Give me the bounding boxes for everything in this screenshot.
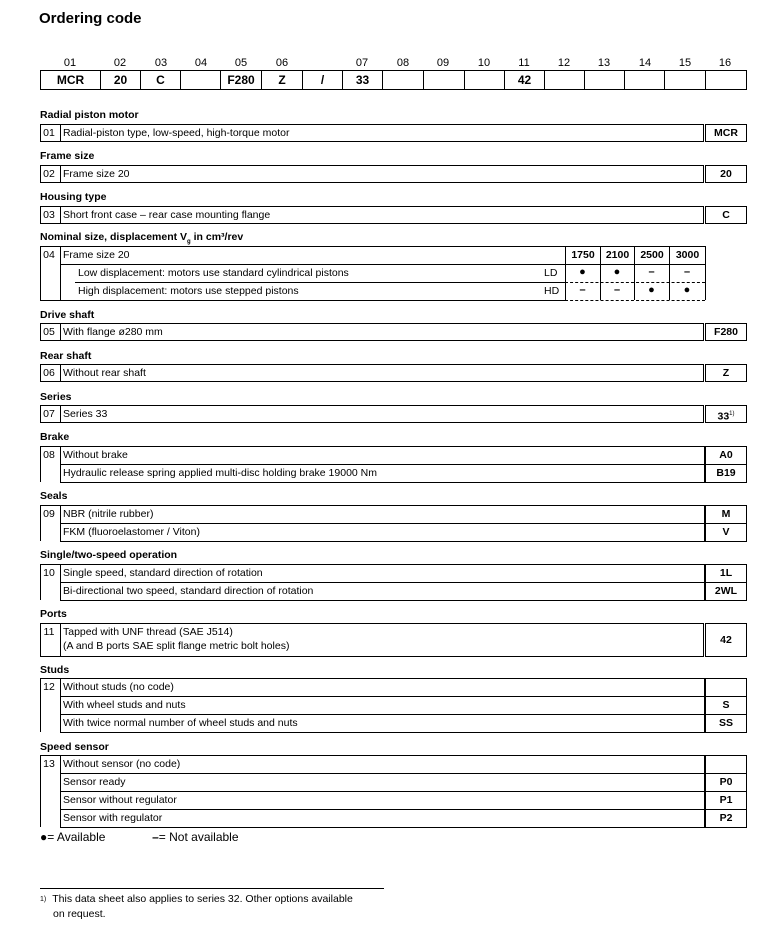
brake-title: Brake: [40, 431, 70, 443]
studs-number: 12: [43, 681, 55, 693]
availability-mark: ●: [613, 266, 621, 278]
brake-row-code: [705, 446, 747, 465]
nominal-row-text: Low displacement: motors use standard cylindrical pistons: [78, 267, 349, 279]
code-cell: 33: [343, 71, 383, 89]
studs-row-line: [60, 732, 705, 733]
ports-title: Ports: [40, 608, 67, 620]
nominal-row-line: [75, 282, 565, 283]
displacement-header: 1750: [565, 246, 601, 265]
code-cell: [181, 71, 221, 89]
drive-code-value: F280: [714, 326, 738, 338]
sensor-row-code-value: P1: [719, 794, 733, 806]
studs-row-code-value: S: [722, 699, 730, 711]
displacement-row-line: [565, 300, 705, 301]
seals-row-text: NBR (nitrile rubber): [63, 508, 154, 520]
speed-row-line: [60, 600, 705, 601]
rear-code-value: Z: [722, 367, 730, 379]
series-title: Series: [40, 391, 72, 403]
housing-code-value: C: [722, 209, 730, 221]
footnote-line-1: This data sheet also applies to series 32. Other options available: [52, 893, 353, 905]
nominal-row-code: HD: [544, 285, 560, 297]
brake-top-border: [40, 446, 705, 447]
series-num-divider: [60, 405, 61, 423]
series-code-note: 1): [729, 411, 735, 417]
rear-number: 06: [43, 367, 55, 379]
nominal-num-divider: [60, 246, 61, 300]
studs-row-text: With wheel studs and nuts: [63, 699, 186, 711]
drive-title: Drive shaft: [40, 309, 95, 321]
brake-row-code-value: B19: [716, 467, 736, 479]
ports-number: 11: [43, 626, 55, 638]
studs-row-text: Without studs (no code): [63, 681, 174, 693]
code-position-01: 01: [63, 57, 77, 69]
nominal-top-border: [40, 246, 565, 247]
studs-row-code: [705, 714, 747, 733]
brake-row-text: Without brake: [63, 449, 128, 461]
sensor-row-text: Without sensor (no code): [63, 758, 181, 770]
code-cell: /: [303, 71, 343, 89]
sensor-row-line: [60, 809, 705, 810]
page-title: Ordering code: [39, 10, 142, 27]
seals-top-border: [40, 505, 705, 506]
rear-code: [705, 364, 747, 382]
code-position-06: 06: [275, 57, 289, 69]
nominal-title-prefix: Nominal size, displacement V: [40, 231, 188, 243]
studs-row-code: [705, 678, 747, 697]
sensor-row-text: Sensor without regulator: [63, 794, 177, 806]
seals-row-code-value: M: [721, 508, 731, 520]
nominal-row-line: [60, 264, 565, 265]
displacement-header: 2500: [634, 246, 670, 265]
footnote: [40, 892, 353, 922]
motor-title: Radial piston motor: [40, 109, 139, 121]
studs-row-line: [60, 696, 705, 697]
drive-text: With flange ø280 mm: [63, 326, 163, 338]
studs-row-code: [705, 696, 747, 715]
nominal-title: [40, 231, 243, 245]
available-bullet-icon: ●: [40, 830, 48, 844]
code-position-03: 03: [154, 57, 168, 69]
code-position-15: 15: [678, 57, 692, 69]
code-cell: [545, 71, 585, 89]
series-number: 07: [43, 408, 55, 420]
code-position-02: 02: [113, 57, 127, 69]
legend-not-available: = Not available: [158, 830, 239, 844]
brake-row-text: Hydraulic release spring applied multi-disc holding brake 19000 Nm: [63, 467, 377, 479]
code-position-11: 11: [518, 57, 530, 69]
brake-row-line: [60, 464, 705, 465]
code-cell: 20: [101, 71, 141, 89]
studs-row-code-value: SS: [718, 717, 733, 729]
speed-row-text: Single speed, standard direction of rotation: [63, 567, 263, 579]
nominal-row-code: LD: [544, 267, 558, 279]
code-cell: [465, 71, 505, 89]
displacement-col-line: [634, 246, 635, 300]
displacement-row-line: [565, 282, 705, 283]
nominal-title-sub: g: [187, 239, 191, 246]
brake-row-code-value: A0: [719, 449, 733, 461]
ports-code: [705, 623, 747, 657]
nominal-title-suffix: in cm³/rev: [190, 231, 244, 243]
motor-code: [705, 124, 747, 142]
seals-row-line: [60, 523, 705, 524]
sensor-row-text: Sensor with regulator: [63, 812, 163, 824]
speed-row-code-value: 2WL: [714, 585, 738, 597]
code-position-12: 12: [557, 57, 571, 69]
code-position-05: 05: [234, 57, 248, 69]
motor-num-divider: [60, 124, 61, 142]
sensor-row-line: [60, 827, 705, 828]
nominal-number: 04: [43, 249, 55, 261]
displacement-header: 3000: [669, 246, 706, 265]
displacement-header: 2100: [600, 246, 635, 265]
sensor-row-code: [705, 755, 747, 774]
seals-row-code-value: V: [722, 526, 730, 538]
drive-num-divider: [60, 323, 61, 341]
code-cell: [585, 71, 625, 89]
motor-text: Radial-piston type, low-speed, high-torque motor: [63, 127, 290, 139]
seals-number: 09: [43, 508, 55, 520]
studs-num-divider: [60, 678, 61, 732]
ports-code-value: 42: [720, 634, 732, 646]
code-position-16: 16: [718, 57, 732, 69]
code-position-09: 09: [436, 57, 450, 69]
series-code-value: 33: [717, 410, 730, 423]
availability-mark: –: [613, 284, 621, 296]
ports-text-2: (A and B ports SAE split flange metric bolt holes): [63, 640, 290, 652]
availability-mark: –: [683, 266, 691, 278]
code-cell: F280: [221, 71, 262, 89]
sensor-row-line: [60, 773, 705, 774]
drive-number: 05: [43, 326, 55, 338]
brake-row-code: [705, 464, 747, 483]
studs-row-text: With twice normal number of wheel studs and nuts: [63, 717, 298, 729]
frame-number: 02: [43, 168, 55, 180]
sensor-row-text: Sensor ready: [63, 776, 126, 788]
code-cell: [625, 71, 665, 89]
availability-mark: –: [579, 284, 586, 296]
footnote-line-2: on request.: [53, 908, 106, 920]
code-cell: [424, 71, 465, 89]
code-position-10: 10: [477, 57, 491, 69]
seals-row-text: FKM (fluoroelastomer / Viton): [63, 526, 200, 538]
footnote-divider: [40, 888, 384, 889]
sensor-row-code: [705, 773, 747, 792]
seals-row-code: [705, 505, 747, 524]
displacement-col-line: [600, 246, 601, 300]
sensor-row-code: [705, 791, 747, 810]
seals-title: Seals: [40, 490, 68, 502]
displacement-col-line: [669, 246, 670, 300]
speed-row-text: Bi-directional two speed, standard direction of rotation: [63, 585, 314, 597]
sensor-row-code-value: P2: [719, 812, 733, 824]
code-position-07: 07: [355, 57, 369, 69]
nominal-row-text: High displacement: motors use stepped pistons: [78, 285, 299, 297]
series-row: [40, 405, 704, 423]
availability-mark: –: [648, 266, 655, 278]
code-position-08: 08: [396, 57, 410, 69]
sensor-row-line: [60, 791, 705, 792]
speed-number: 10: [43, 567, 55, 579]
rear-title: Rear shaft: [40, 350, 92, 362]
code-position-13: 13: [597, 57, 611, 69]
sensor-row-code-value: P0: [719, 776, 733, 788]
housing-text: Short front case – rear case mounting flange: [63, 209, 271, 221]
housing-number: 03: [43, 209, 55, 221]
series-text: Series 33: [63, 408, 108, 420]
footnote-mark: 1): [40, 896, 47, 903]
nominal-text: Frame size 20: [63, 249, 130, 261]
motor-code-value: MCR: [714, 127, 738, 139]
speed-row-code: [705, 582, 747, 601]
code-cell: Z: [262, 71, 303, 89]
code-cell: C: [141, 71, 181, 89]
code-cell: MCR: [41, 71, 101, 89]
seals-row-code: [705, 523, 747, 542]
motor-number: 01: [43, 127, 55, 139]
housing-num-divider: [60, 206, 61, 224]
sensor-title: Speed sensor: [40, 741, 109, 753]
housing-title: Housing type: [40, 191, 107, 203]
brake-number: 08: [43, 449, 55, 461]
housing-code: [705, 206, 747, 224]
speed-row-code: [705, 564, 747, 583]
studs-top-border: [40, 678, 705, 679]
sensor-number: 13: [43, 758, 55, 770]
sensor-row-code: [705, 809, 747, 828]
sensor-top-border: [40, 755, 705, 756]
code-position-04: 04: [194, 57, 208, 69]
ordering-code-strip: [40, 70, 747, 90]
code-position-14: 14: [638, 57, 652, 69]
studs-row-line: [60, 714, 705, 715]
drive-code: [705, 323, 747, 341]
availability-mark: ●: [579, 266, 586, 278]
availability-mark: ●: [648, 284, 655, 296]
frame-title: Frame size: [40, 150, 95, 162]
studs-title: Studs: [40, 664, 70, 676]
rear-num-divider: [60, 364, 61, 382]
speed-title: Single/two-speed operation: [40, 549, 178, 561]
nominal-bottom-border: [40, 300, 565, 301]
speed-top-border: [40, 564, 705, 565]
frame-num-divider: [60, 165, 61, 183]
ports-num-divider: [60, 623, 61, 657]
frame-code-value: 20: [720, 168, 732, 180]
displacement-col-line: [705, 246, 706, 300]
ports-text-1: Tapped with UNF thread (SAE J514): [63, 626, 233, 638]
code-cell: [383, 71, 424, 89]
brake-row-line: [60, 482, 705, 483]
code-cell: [665, 71, 706, 89]
not-available-dash-icon: –: [152, 830, 159, 844]
legend: [40, 830, 239, 844]
seals-row-line: [60, 541, 705, 542]
code-cell: 42: [505, 71, 545, 89]
speed-row-code-value: 1L: [719, 567, 733, 579]
series-code: [705, 405, 747, 423]
code-cell: [706, 71, 746, 89]
rear-text: Without rear shaft: [63, 367, 146, 379]
displacement-col-line: [565, 246, 566, 300]
code-position-numbers: [40, 57, 747, 69]
legend-available: = Available: [47, 830, 106, 844]
speed-row-line: [60, 582, 705, 583]
availability-mark: ●: [683, 284, 691, 296]
frame-text: Frame size 20: [63, 168, 130, 180]
frame-code: [705, 165, 747, 183]
frame-row: [40, 165, 704, 183]
